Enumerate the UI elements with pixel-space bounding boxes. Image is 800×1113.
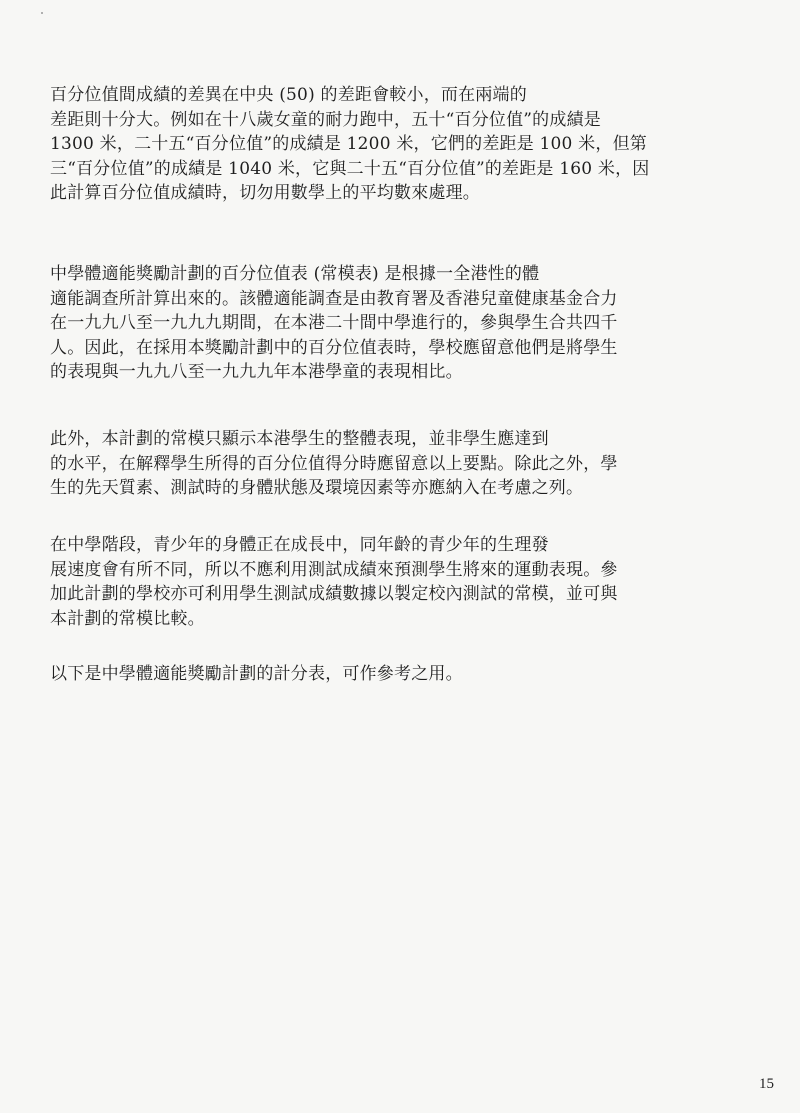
paragraph-line: 展速度會有所不同，所以不應利用測試成績來預測學生將來的運動表現。參 (50, 559, 618, 580)
paragraph-percentile-differences (50, 83, 650, 206)
paragraph-line: 生的先天質素、測試時的身體狀態及環境因素等亦應納入在考慮之列。 (50, 478, 584, 498)
paragraph-norm-table-source (50, 262, 618, 385)
paragraph-line: 三“百分位值”的成績是 1040 米，它與二十五“百分位值”的差距是 160 米，因 (50, 158, 650, 179)
paragraph-line: 的表現與一九九八至一九九九年本港學童的表現相比。 (50, 362, 463, 382)
paragraph-line: 以下是中學體適能獎勵計劃的計分表，可作參考之用。 (50, 664, 463, 684)
paragraph-line: 加此計劃的學校亦可利用學生測試成績數據以製定校內測試的常模，並可與 (50, 584, 618, 604)
paragraph-line: 中學體適能獎勵計劃的百分位值表 (常模表) 是根據一全港性的體 (50, 264, 540, 284)
paragraph-line: 人。因此，在採用本獎勵計劃中的百分位值表時，學校應留意他們是將學生 (50, 337, 618, 358)
paragraph-line: 適能調查所計算出來的。該體適能調查是由教育署及香港兒童健康基金合力 (50, 288, 618, 309)
paragraph-line: 在中學階段，青少年的身體正在成長中，同年齡的青少年的生理發 (50, 535, 549, 555)
paragraph-line: 的水平，在解釋學生所得的百分位值得分時應留意以上要點。除此之外，學 (50, 453, 618, 474)
paragraph-line: 1300 米，二十五“百分位值”的成績是 1200 米，它們的差距是 100 米，但第 (50, 134, 647, 154)
paragraph-line: 百分位值間成績的差異在中央 (50) 的差距會較小，而在兩端的 (50, 85, 527, 105)
paragraph-line: 差距則十分大。例如在十八歲女童的耐力跑中，五十“百分位值”的成績是 (50, 109, 601, 130)
scan-speck (41, 12, 43, 14)
paragraph-score-table-intro (50, 662, 463, 687)
paragraph-secondary-stage (50, 533, 618, 631)
page-number: 15 (759, 1076, 774, 1092)
paragraph-line: 此外，本計劃的常模只顯示本港學生的整體表現，並非學生應達到 (50, 429, 549, 449)
paragraph-norm-interpretation (50, 427, 618, 501)
paragraph-line: 此計算百分位值成績時，切勿用數學上的平均數來處理。 (50, 183, 480, 203)
paragraph-line: 本計劃的常模比較。 (50, 608, 205, 629)
paragraph-line: 在一九九八至一九九九期間，在本港二十間中學進行的，參與學生合共四千 (50, 313, 618, 333)
